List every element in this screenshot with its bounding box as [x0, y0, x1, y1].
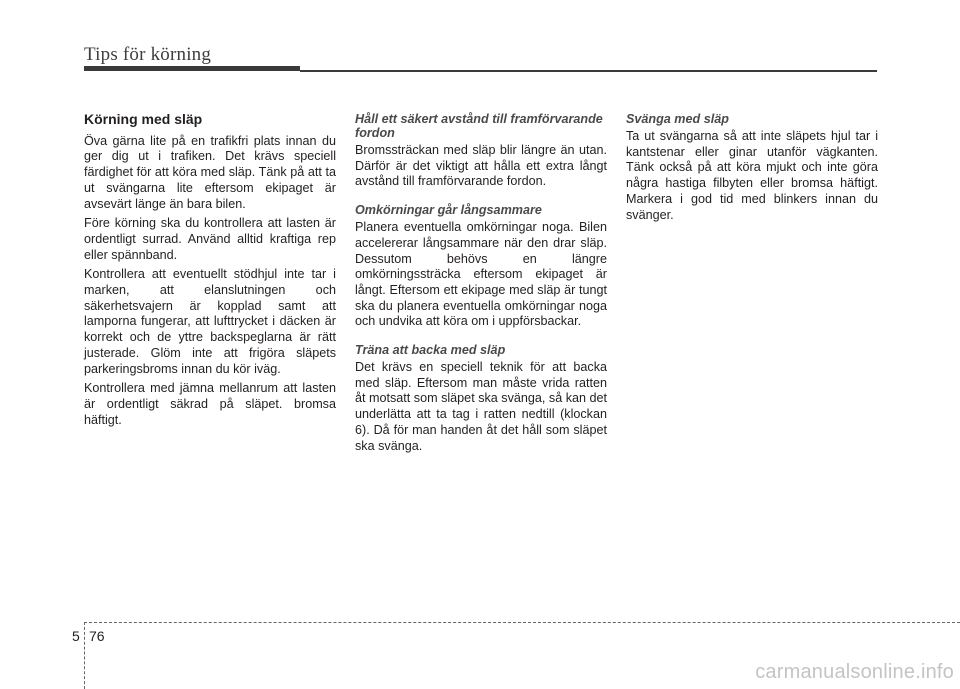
header-rule	[300, 70, 877, 72]
paragraph: Det krävs en speciell teknik för att backa med släp. Eftersom man måste vrida ratten åt motsatt som släpet ska svänga, så kan det underlätta att ta tag i ratten nedtill (klockan 6). Då för man handen åt det håll som släpet ska svänga.	[355, 360, 608, 453]
column-3	[626, 112, 878, 227]
footer-rule	[84, 622, 960, 623]
paragraph: Före körning ska du kontrollera att lasten är ordentligt surrad. Använd alltid kraftiga rep eller spännband.	[84, 216, 336, 262]
watermark: carmanualsonline.info	[755, 661, 954, 683]
subsection-heading: Träna att backa med släp	[355, 343, 506, 358]
paragraph: Öva gärna lite på en trafikfri plats innan du ger dig ut i trafiken. Det krävs speciell färdighet för att köra med släp. Tänk på att ta ut svängarna lite eftersom ekipaget är avsevärt länge än bara bilen.	[84, 133, 336, 211]
paragraph: Kontrollera att eventuellt stödhjul inte tar i marken, att elanslutningen och säkerhetsvajern är kopplad samt att lamporna fungerar, att lufttrycket i däcken är korrekt och de yttre backspeglarna är rätt justerade. Glöm inte att frigöra släpets parkeringsbroms innan du kör iväg.	[84, 267, 336, 376]
footer-vertical-rule	[84, 622, 85, 689]
paragraph: Bromssträckan med släp blir längre än utan. Därför är det viktigt att hålla ett extra långt avstånd till framförvarande fordon.	[355, 143, 607, 189]
page-number: 76	[89, 628, 105, 644]
page-header-title: Tips för körning	[84, 44, 212, 65]
paragraph: Kontrollera med jämna mellanrum att lasten är ordentligt säkrad på släpet. bromsa häftigt.	[84, 381, 336, 427]
paragraph: Planera eventuella omkörningar noga. Bilen accelererar långsammare när den drar släp. Dessutom behövs en längre omkörningssträcka eftersom ekipaget är långt. Eftersom ett ekipage med släp är tungt ska du planera eventuella omkörningar noga och undvika att köra om i uppförsbackar.	[355, 220, 607, 329]
subsection-heading: Håll ett säkert avstånd till framförvarande fordon	[355, 112, 603, 140]
column-2	[355, 112, 607, 458]
subsection-heading: Svänga med släp	[626, 112, 729, 126]
column-1	[84, 112, 336, 432]
subsection-heading: Omkörningar går långsammare	[355, 203, 542, 218]
chapter-number: 5	[72, 628, 80, 644]
paragraph: Ta ut svängarna så att inte släpets hjul tar i kantstenar eller ginar utanför vägkanten. Tänk också på att köra mjukt och inte göra några hastiga filbyten eller bromsa häftigt. Markera i god tid med blinkers innan du svänger.	[626, 129, 878, 222]
header-bar	[84, 66, 300, 71]
section-heading: Körning med släp	[84, 111, 203, 127]
